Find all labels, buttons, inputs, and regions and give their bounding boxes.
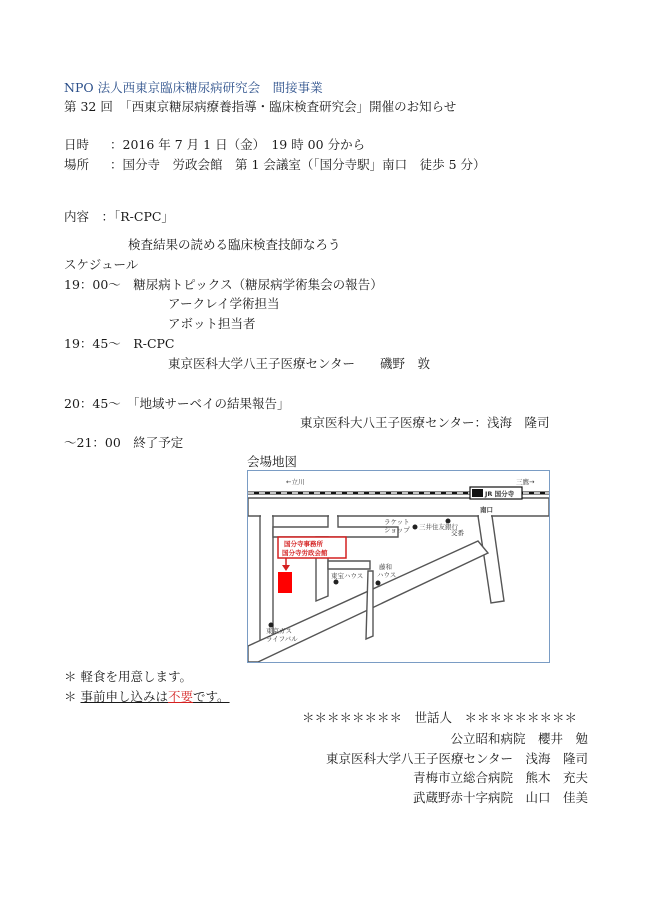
content-subtitle: 検査結果の読める臨床検査技師なろう bbox=[128, 237, 341, 252]
organizer-3: 青梅市立総合病院 熊木 充夫 bbox=[412, 770, 588, 785]
schedule-item-3: 20：45～ 「地域サーベイの結果報告」 bbox=[64, 396, 290, 411]
venue-label-1: 国分寺事務所 bbox=[284, 540, 323, 548]
map-marker-gas bbox=[269, 623, 274, 628]
map-label-toho: 東宝ハウス bbox=[331, 572, 364, 580]
map-marker-shop bbox=[413, 525, 418, 530]
organizers-heading: ＊＊＊＊＊＊＊＊ 世話人 ＊＊＊＊＊＊＊＊＊ bbox=[302, 710, 578, 725]
map-label-bank: 三井住友銀行 bbox=[419, 523, 458, 531]
note-light-meal: ＊ 軽食を用意します。 bbox=[64, 669, 192, 684]
map-label-racket-shop-1: ラケット bbox=[384, 518, 410, 526]
organizer-4: 武蔵野赤十字病院 山口 佳美 bbox=[412, 790, 588, 805]
venue-map bbox=[247, 470, 550, 663]
schedule-item-2-presenter: 東京医科大学八王子医療センター 磯野 敦 bbox=[168, 356, 431, 371]
page-title: 第 32 回 「西東京糖尿病療養指導・臨床検査研究会」開催のお知らせ bbox=[64, 99, 457, 114]
map-label-fujiwa-1: 藤和 bbox=[379, 563, 392, 571]
map-label-station: JR 国分寺 bbox=[485, 490, 515, 498]
map-label-gas-1: 東京ガス bbox=[266, 627, 292, 635]
venue-building bbox=[278, 572, 292, 593]
place-label: 場所 bbox=[64, 157, 90, 172]
map-marker-fujiwa bbox=[376, 581, 381, 586]
map-label-koban: 交番 bbox=[451, 529, 464, 537]
note-registration-text-a: 事前申し込みは bbox=[80, 689, 169, 704]
date-value: ：2016 年 7 月 1 日（金） 19 時 00 分から bbox=[110, 137, 366, 152]
map-marker-toho bbox=[334, 580, 339, 585]
note-not-required: 不要 bbox=[168, 689, 194, 704]
org-line: NPO 法人西東京臨床糖尿病研究会 間接事業 bbox=[64, 80, 323, 95]
schedule-item-1: 19：00～ 糖尿病トピックス（糖尿病学術集会の報告） bbox=[64, 277, 383, 292]
organizer-1: 公立昭和病院 櫻井 勉 bbox=[450, 731, 588, 746]
schedule-heading: スケジュール bbox=[64, 257, 139, 272]
map-title: 会場地図 bbox=[247, 454, 298, 469]
map-label-gas-2: ライフバル bbox=[266, 635, 298, 643]
date-label: 日時 bbox=[64, 137, 90, 152]
schedule-end: ～21：00 終了予定 bbox=[64, 435, 184, 450]
schedule-item-3-presenter: 東京医科大八王子医療センター：浅海 隆司 bbox=[300, 415, 550, 430]
schedule-item-1-presenter-1: アークレイ学術担当 bbox=[168, 296, 280, 311]
map-label-tachikawa: ←立川 bbox=[286, 478, 305, 486]
schedule-item-2: 19：45～ R-CPC bbox=[64, 336, 175, 351]
content-label: 内容 ：「R-CPC」 bbox=[64, 209, 174, 224]
note-asterisk: ＊ bbox=[64, 689, 77, 704]
venue-arrow-icon bbox=[282, 565, 290, 571]
map-label-racket-shop-2: ショップ bbox=[384, 526, 410, 534]
map-graphic bbox=[248, 471, 549, 662]
note-registration bbox=[64, 689, 230, 705]
organizer-2: 東京医科大学八王子医療センター 浅海 隆司 bbox=[325, 751, 588, 766]
map-marker-koban bbox=[446, 519, 451, 524]
map-label-south-exit: 南口 bbox=[480, 506, 493, 514]
venue-label-2: 国分寺労政会館 bbox=[282, 549, 328, 557]
schedule-item-1-presenter-2: アボット担当者 bbox=[168, 316, 256, 331]
place-value: ：国分寺 労政会館 第 1 会議室（「国分寺駅」南口 徒歩 5 分） bbox=[110, 157, 486, 172]
map-label-mitaka: 三鷹→ bbox=[516, 478, 535, 486]
note-registration-text-c: です。 bbox=[193, 689, 230, 704]
map-label-fujiwa-2: ハウス bbox=[377, 571, 397, 579]
